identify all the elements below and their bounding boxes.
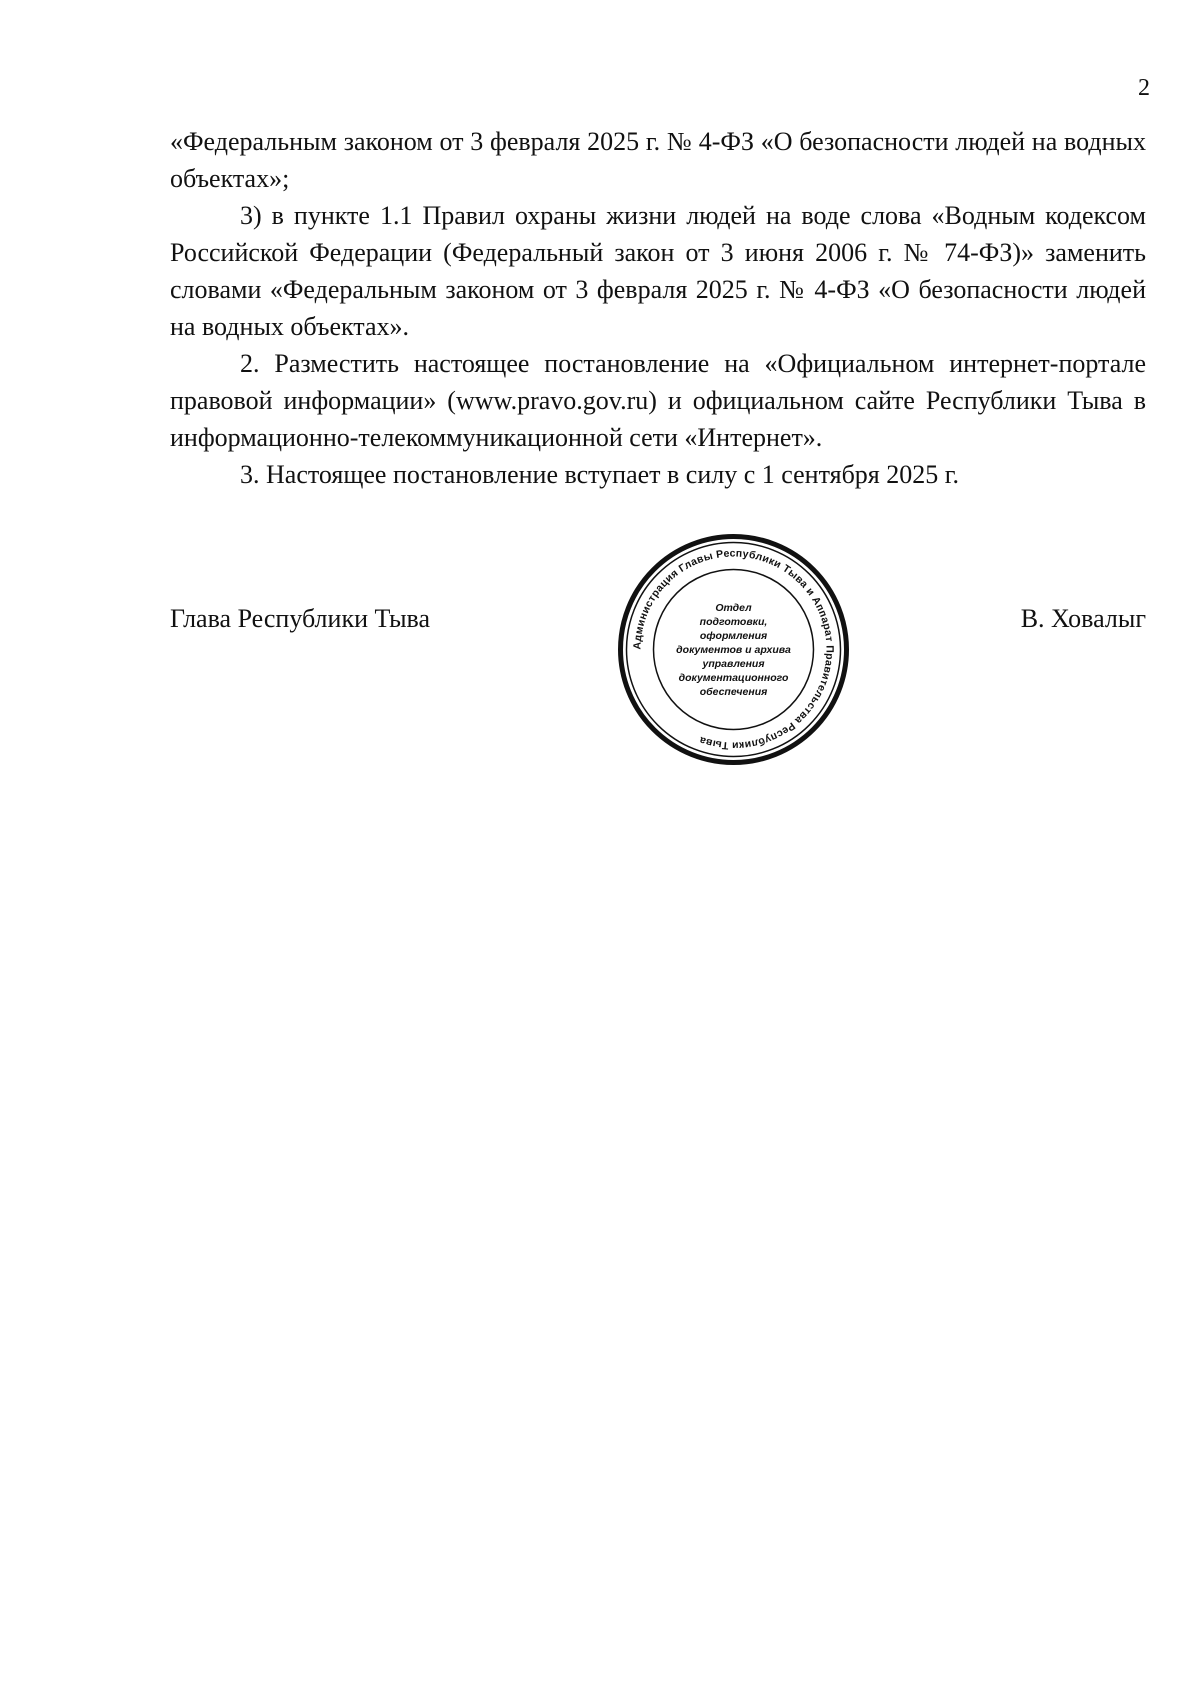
seal-inner-line-2: подготовки, [699,616,768,628]
official-seal [617,533,850,766]
document-body [170,123,1146,493]
seal-inner-line-3: оформления [699,630,768,642]
seal-inner-line-6: документационного [678,672,789,684]
signatory-position: Глава Республики Тыва [170,604,431,633]
page-number: 2 [1138,75,1150,101]
seal-inner-line-4: документов и архива [676,644,791,656]
paragraph-item-3: 3) в пункте 1.1 Правил охраны жизни людей на воде слова «Водным кодексом Российской Федерации (Федеральный закон от 3 июня 2006 г. № 74-ФЗ)» заменить словами «Федеральным законом от 3 февраля 2025 г. № 4-ФЗ «О безопасности людей на водных объектах». [170,201,1146,341]
seal-inner-text [676,602,791,698]
signatory-name: В. Ховалыг [1020,604,1146,633]
paragraph-publish: 2. Разместить настоящее постановление на «Официальном интернет-портале правовой информации» (www.pravo.gov.ru) и официальном сайте Республики Тыва в информационно-телекоммуникационной сети «Интернет». [170,349,1146,452]
seal-graphic [617,533,850,766]
seal-outer-text-path: Администрация Главы Республики Тыва и Аппарат Правительства Республики Тыва [631,547,836,752]
seal-inner-line-7: обеспечения [699,686,768,698]
seal-inner-line-1: Отдел [715,602,752,614]
paragraph-effective-date: 3. Настоящее постановление вступает в силу с 1 сентября 2025 г. [240,460,959,489]
seal-inner-line-5: управления [702,658,765,670]
paragraph-continuation: «Федеральным законом от 3 февраля 2025 г. № 4-ФЗ «О безопасности людей на водных объектах»; [170,127,1146,193]
